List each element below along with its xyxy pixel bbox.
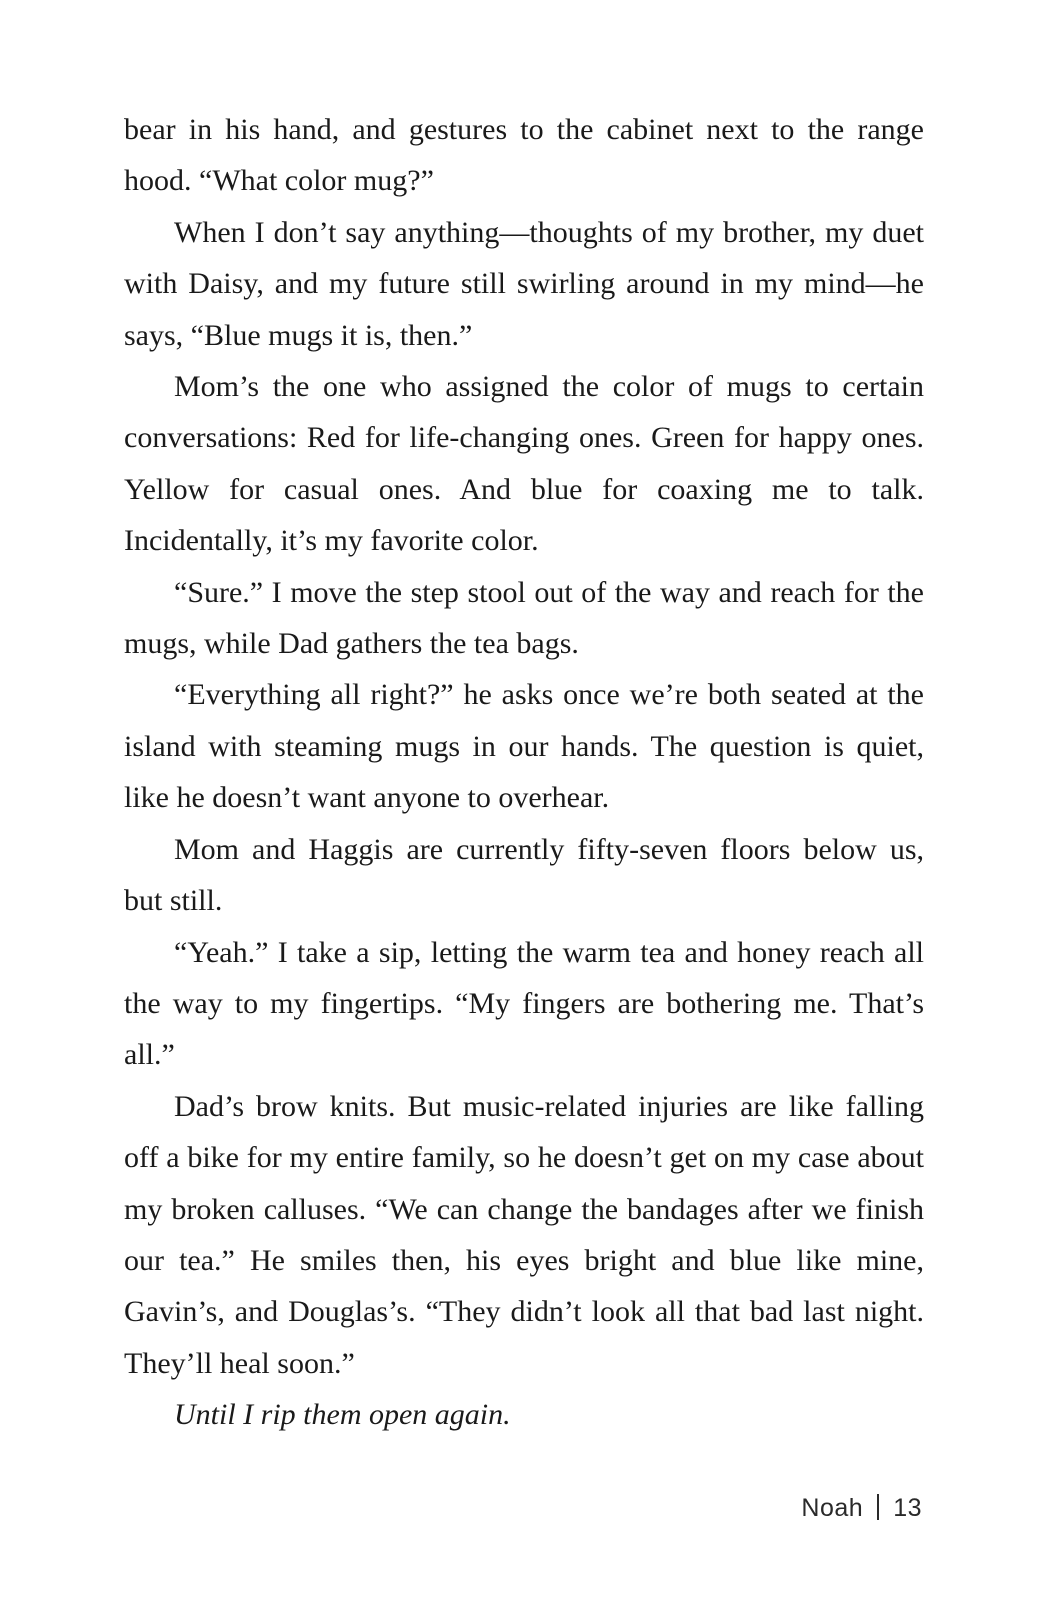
page-number: 13 bbox=[893, 1494, 922, 1522]
running-head: Noah bbox=[801, 1494, 864, 1522]
paragraph-9-italic: Until I rip them open again. bbox=[174, 1398, 511, 1432]
footer-divider bbox=[877, 1494, 879, 1520]
page-footer bbox=[801, 1494, 922, 1523]
paragraph-4: “Sure.” I move the step stool out of the way and reach for the mugs, while Dad gathers the tea bags. bbox=[124, 575, 924, 661]
body-text bbox=[124, 104, 924, 1441]
paragraph-7: “Yeah.” I take a sip, letting the warm tea and honey reach all the way to my fingertips. “My fingers are bothering me. That’s all.” bbox=[124, 935, 924, 1072]
paragraph-5: “Everything all right?” he asks once we’re both seated at the island with steaming mugs in our hands. The question is quiet, like he doesn’t want anyone to overhear. bbox=[124, 678, 924, 815]
paragraph-2: When I don’t say anything—thoughts of my brother, my duet with Daisy, and my future still swirling around in my mind—he says, “Blue mugs it is, then.” bbox=[124, 215, 924, 352]
paragraph-1: bear in his hand, and gestures to the cabinet next to the range hood. “What color mug?” bbox=[124, 113, 924, 198]
paragraph-8: Dad’s brow knits. But music-related injuries are like falling off a bike for my entire family, so he doesn’t get on my case about my broken calluses. “We can change the bandages after we finish our tea.” He smiles then, his eyes bright and blue like mine, Gavin’s, and Douglas’s. “They didn’t look all that bad last night. They’ll heal soon.” bbox=[124, 1089, 924, 1380]
paragraph-3: Mom’s the one who assigned the color of mugs to certain conversations: Red for life-changing ones. Green for happy ones. Yellow for casual ones. And blue for coaxing me to talk. Incidentally, it’s my favorite color. bbox=[124, 370, 924, 558]
paragraph-6: Mom and Haggis are currently fifty-seven floors below us, but still. bbox=[124, 832, 924, 918]
